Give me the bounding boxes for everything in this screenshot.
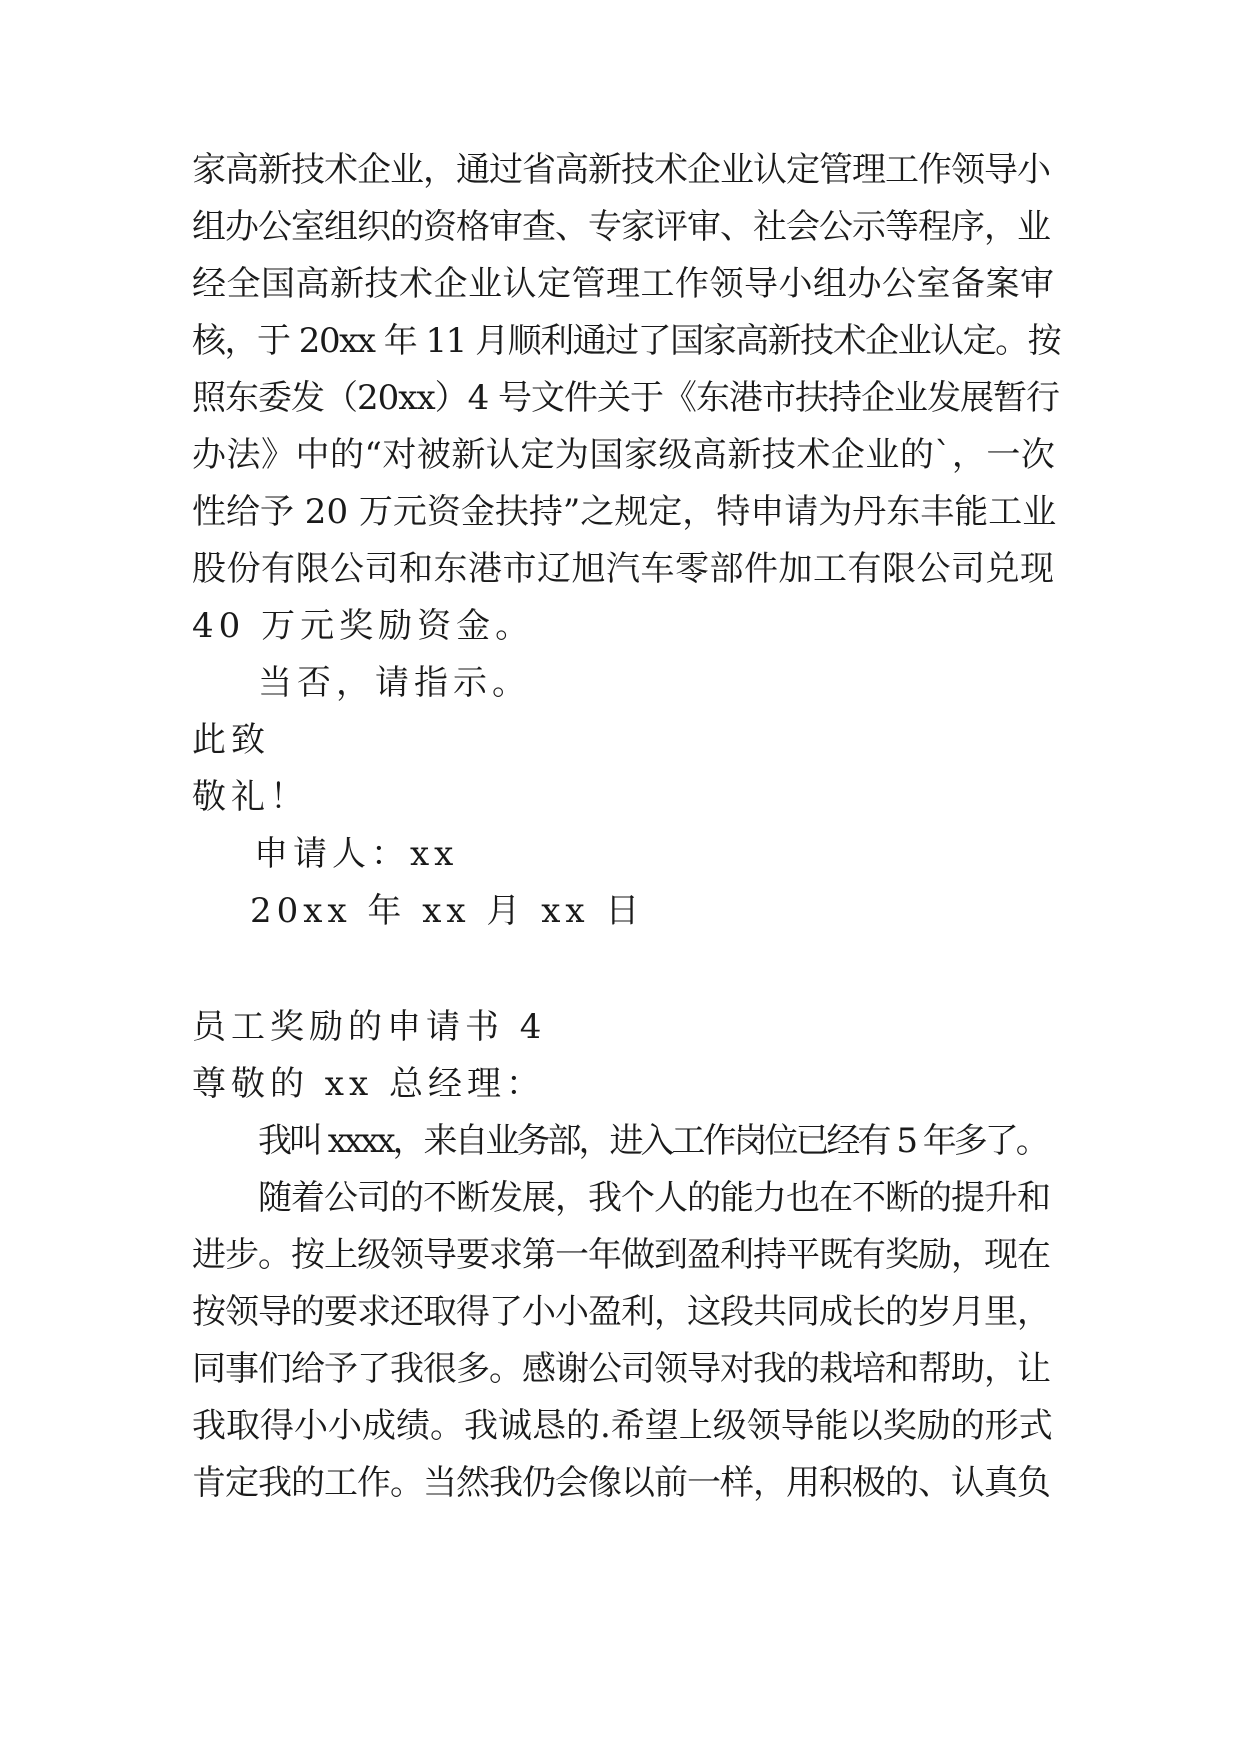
applicant-line: 申请人：xx	[254, 834, 459, 874]
paragraph-line: 股份有限公司和东港市辽旭汽车零部件加工有限公司兑现	[192, 549, 1055, 589]
paragraph-line: 同事们给予了我很多。感谢公司领导对我的栽培和帮助，让	[192, 1349, 1050, 1389]
salutation: 尊敬的 xx 总经理：	[192, 1064, 545, 1104]
paragraph-line: 进步。按上级领导要求第一年做到盈利持平既有奖励，现在	[192, 1235, 1050, 1275]
intro-line: 我叫 xxxx，来自业务部，进入工作岗位已经有 5 年多了。	[258, 1121, 1047, 1161]
paragraph-line: 核，于 20xx 年 11 月顺利通过了国家高新技术企业认定。按	[192, 321, 1061, 361]
paragraph-line: 性给予 20 万元资金扶持”之规定，特申请为丹东丰能工业	[192, 492, 1057, 532]
letter-title: 员工奖励的申请书 4	[192, 1007, 547, 1047]
closing-line: 敬礼！	[192, 777, 309, 817]
paragraph-line: 按领导的要求还取得了小小盈利，这段共同成长的岁月里，	[192, 1292, 1050, 1332]
paragraph-line: 家高新技术企业，通过省高新技术企业认定管理工作领导小	[192, 150, 1050, 190]
request-line: 当否，请指示。	[258, 663, 531, 703]
paragraph-line: 照东委发（20xx）4 号文件关于《东港市扶持企业发展暂行	[192, 378, 1060, 418]
paragraph-line: 40 万元奖励资金。	[192, 606, 535, 646]
paragraph-line: 办法》中的“对被新认定为国家级高新技术企业的`，一次	[192, 435, 1056, 475]
paragraph-line: 经全国高新技术企业认定管理工作领导小组办公室备案审	[192, 264, 1055, 304]
paragraph-line: 随着公司的不断发展，我个人的能力也在不断的提升和	[258, 1178, 1050, 1218]
closing-line: 此致	[192, 720, 270, 760]
paragraph-line: 我取得小小成绩。我诚恳的.希望上级领导能以奖励的形式	[192, 1406, 1053, 1446]
date-line: 20xx 年 xx 月 xx 日	[250, 891, 645, 931]
paragraph-line: 组办公室组织的资格审查、专家评审、社会公示等程序，业	[192, 207, 1050, 247]
paragraph-line: 肯定我的工作。当然我仍会像以前一样，用积极的、认真负	[192, 1463, 1050, 1503]
